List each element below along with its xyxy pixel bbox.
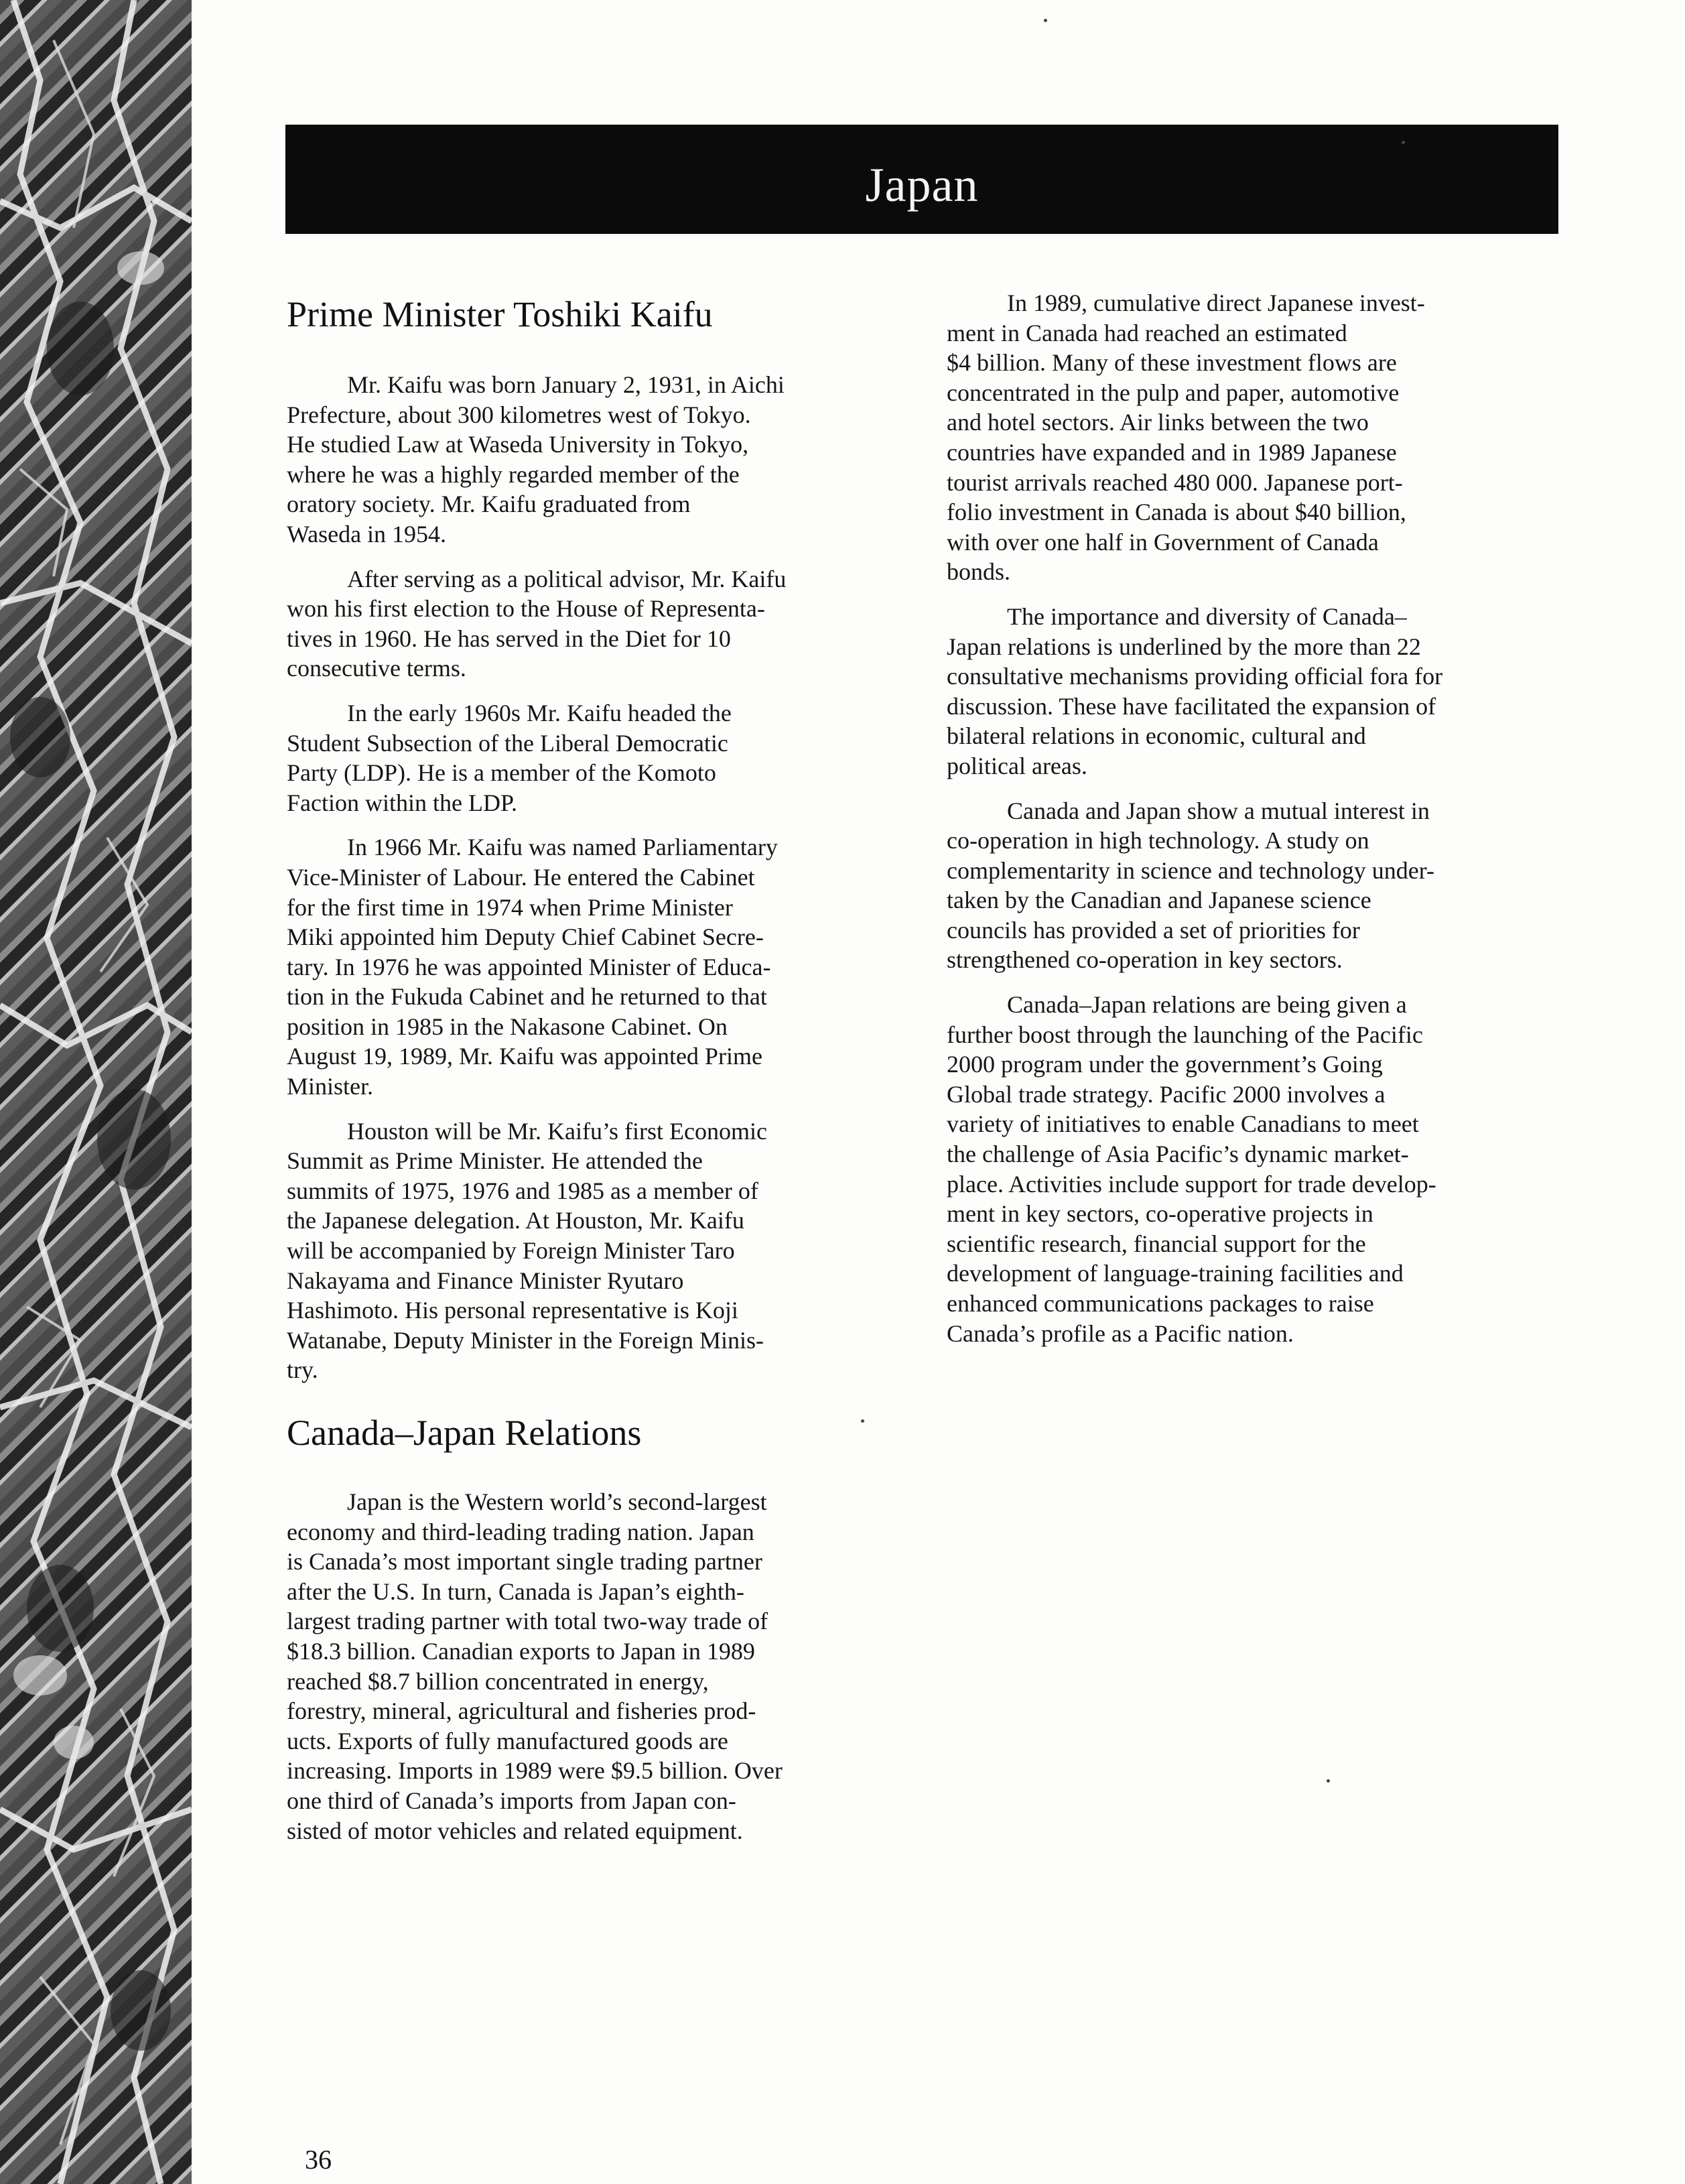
scan-speck bbox=[861, 1419, 864, 1423]
paragraph: The importance and diversity of Canada– Japan relations is underlined by the more than 22 consultative mechanisms providing official fora for discussion. These have facilitated the expansion of bilateral relations in economic, cultural and political areas. bbox=[947, 602, 1443, 779]
left-column bbox=[287, 288, 893, 1846]
page-title: Japan bbox=[865, 158, 979, 212]
paragraph: Canada and Japan show a mutual interest in co-operation in high technology. A study on complementarity in science and technology under- taken by the Canadian and Japanese science councils has provided a set of priorities for strengthened co-operation in key sectors. bbox=[947, 797, 1435, 974]
paragraph: Japan is the Western world’s second-largest economy and third-leading trading nation. Japan is Canada’s most important single trading partner after the U.S. In turn, Canada is Japan’s eighth- largest trading partner with total two-way trade of $18.3 billion. Canadian exports to Japan in 1989 reached $8.7 billion concentrated in energy, forestry, mineral, agricultural and fisheries prod- ucts. Exports of fully manufactured goods are increasing. Imports in 1989 were $9.5 billion. Over one third of Canada’s imports from Japan con- sisted of motor vehicles and related equipment. bbox=[287, 1488, 783, 1844]
scan-speck bbox=[1402, 141, 1405, 144]
title-banner bbox=[285, 125, 1558, 234]
scan-speck bbox=[1327, 1779, 1330, 1783]
page-number: 36 bbox=[305, 2144, 332, 2175]
decorative-photo-strip bbox=[0, 0, 192, 2184]
section-heading-canada-japan: Canada–Japan Relations bbox=[287, 1413, 642, 1453]
right-column bbox=[947, 288, 1550, 1348]
marble-texture-image bbox=[0, 0, 192, 2184]
paragraph: Mr. Kaifu was born January 2, 1931, in Aichi Prefecture, about 300 kilometres west of Tokyo. He studied Law at Waseda University in Tokyo, where he was a highly regarded member of the oratory society. Mr. Kaifu graduated from Waseda in 1954. bbox=[287, 371, 785, 548]
section-heading-kaifu: Prime Minister Toshiki Kaifu bbox=[287, 294, 713, 334]
paragraph: Canada–Japan relations are being given a further boost through the launching of the Pacific 2000 program under the government’s Going Global trade strategy. Pacific 2000 involves a variety of initiatives to enable Canadians to meet the challenge of Asia Pacific’s dynamic market- place. Activities include support for trade develop- ment in key sectors, co-operative projects in scientific research, financial support for the development of language-training facilities and enhanced communications packages to raise Canada’s profile as a Pacific nation. bbox=[947, 991, 1436, 1347]
paragraph: In 1966 Mr. Kaifu was named Parliamentary Vice-Minister of Labour. He entered the Cabinet for the first time in 1974 when Prime Minister Miki appointed him Deputy Chief Cabinet Secre- tary. In 1976 he was appointed Minister of Educa- tion in the Fukuda Cabinet and he returned to that position in 1985 in the Nakasone Cabinet. On August 19, 1989, Mr. Kaifu was appointed Prime Minister. bbox=[287, 834, 778, 1100]
paragraph: In the early 1960s Mr. Kaifu headed the Student Subsection of the Liberal Democratic Party (LDP). He is a member of the Komoto Faction within the LDP. bbox=[287, 699, 732, 816]
paragraph: In 1989, cumulative direct Japanese invest- ment in Canada had reached an estimated $4 billion. Many of these investment flows are concentrated in the pulp and paper, automotive and hotel sectors. Air links between the two countries have expanded and in 1989 Japanese tourist arrivals reached 480 000. Japanese port- folio investment in Canada is about $40 billion, with over one half in Government of Canada bonds. bbox=[947, 290, 1425, 586]
paragraph: After serving as a political advisor, Mr. Kaifu won his first election to the House of Representa- tives in 1960. He has served in the Diet for 10 consecutive terms. bbox=[287, 565, 787, 682]
scan-speck bbox=[1044, 19, 1047, 22]
paragraph: Houston will be Mr. Kaifu’s first Economic Summit as Prime Minister. He attended the summits of 1975, 1976 and 1985 as a member of the Japanese delegation. At Houston, Mr. Kaifu will be accompanied by Foreign Minister Taro Nakayama and Finance Minister Ryutaro Hashimoto. His personal representative is Koji Watanabe, Deputy Minister in the Foreign Minis- try. bbox=[287, 1117, 767, 1384]
